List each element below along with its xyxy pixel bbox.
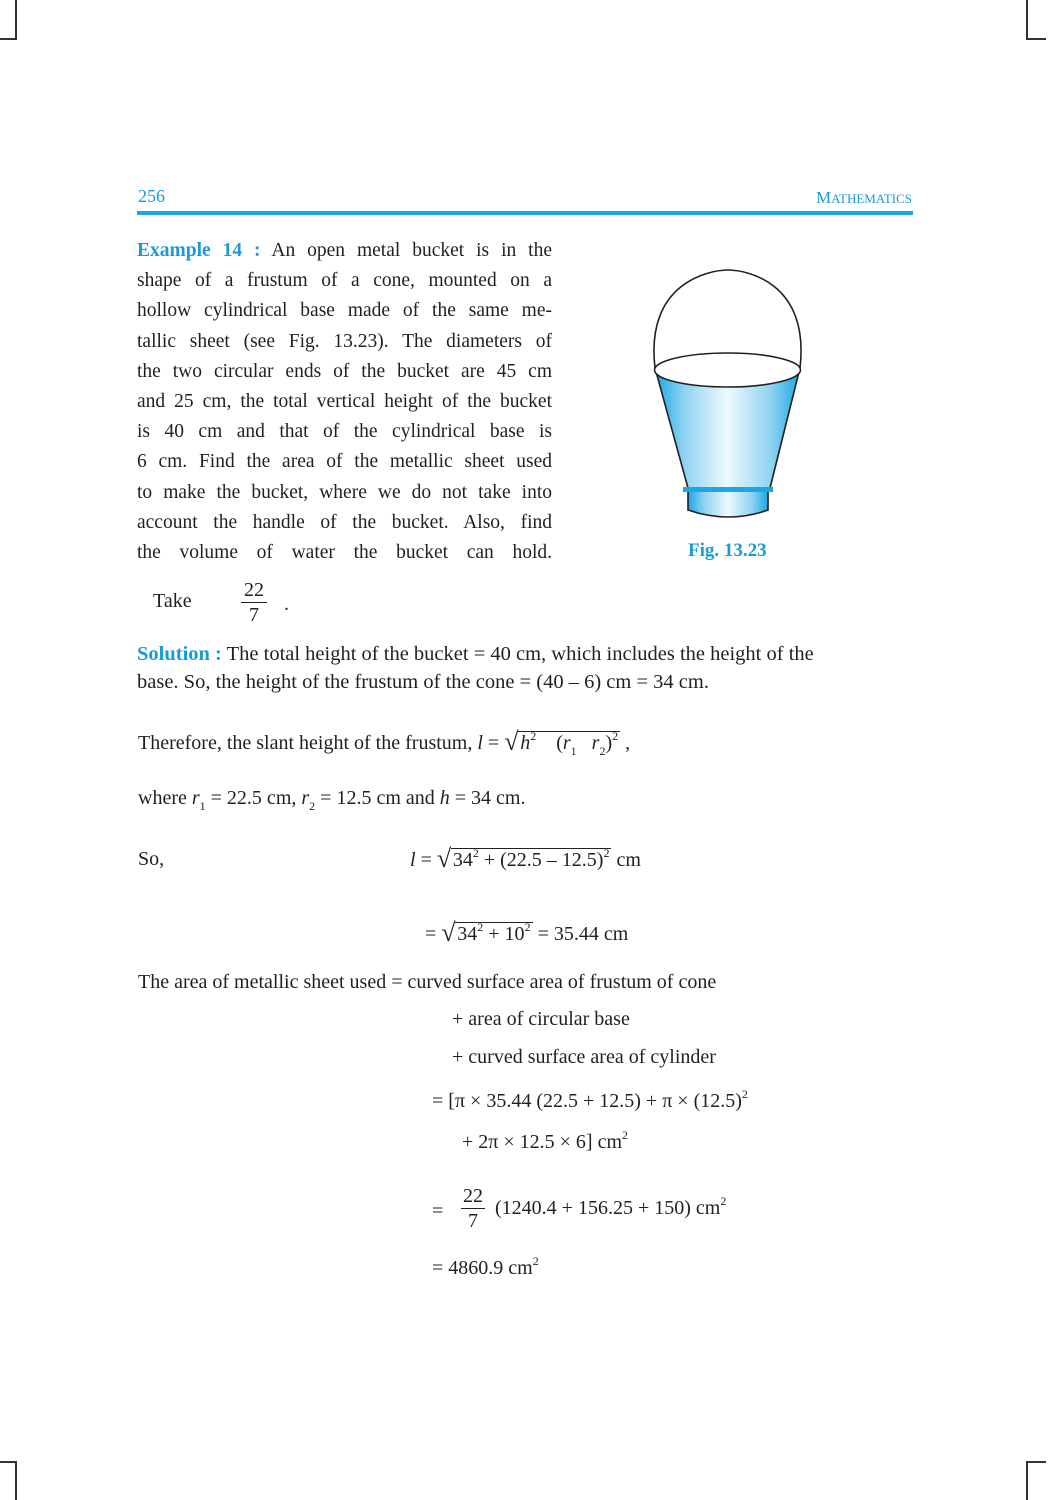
exponent: 2 [472, 846, 479, 860]
solution-line: base. So, the height of the frustum of the cone = (40 – 6) cm = 34 cm. [137, 671, 709, 693]
subscript: 1 [199, 799, 206, 813]
var-h: h [520, 732, 531, 754]
take-fraction [241, 579, 267, 626]
exponent: 2 [524, 920, 531, 934]
exponent: 2 [622, 1128, 629, 1142]
example-line: is 40 cm and that of the cylindrical base is [137, 421, 552, 443]
area-step3-fraction [461, 1185, 485, 1232]
solution-label: Solution : [137, 643, 222, 665]
example-text: An open metal bucket is in the [260, 240, 552, 261]
area-plus-cylinder: + curved surface area of cylinder [452, 1046, 716, 1068]
area-step3 [495, 1194, 727, 1220]
result: = 35.44 cm [532, 923, 629, 945]
exponent: 2 [532, 1254, 539, 1268]
take-period: . [284, 593, 289, 615]
sqrt-expression [436, 844, 612, 873]
area-step2 [462, 1128, 629, 1154]
var-r2: r [591, 732, 600, 754]
sqrt-expression [441, 918, 532, 947]
fraction-denominator: 7 [249, 604, 259, 626]
crop-mark-top-left-horizontal [0, 38, 17, 40]
term: + (22.5 – 12.5) [478, 849, 604, 871]
crop-mark-bottom-right-horizontal [1026, 1461, 1046, 1463]
where-clause [138, 787, 526, 813]
area-step3-eq: = [432, 1200, 444, 1222]
figure-caption: Fig. 13.23 [688, 540, 767, 561]
bucket-figure-icon [640, 262, 840, 532]
example-line: hollow cylindrical base made of the same me- [137, 300, 552, 322]
example-line: account the handle of the bucket. Also, find [137, 511, 552, 533]
crop-mark-bottom-right-vertical [1026, 1461, 1028, 1500]
example-line: shape of a frustum of a cone, mounted on a [137, 270, 552, 292]
running-header-title [816, 188, 912, 208]
r2-value: = 12.5 cm and [315, 787, 440, 809]
var-r1: r [191, 787, 200, 809]
title-initial: M [815, 188, 832, 207]
fraction-numerator: 22 [241, 579, 267, 603]
var-l: l [477, 732, 483, 754]
unit: cm [611, 849, 641, 871]
title-smallcaps: ATHEMATICS [831, 191, 912, 206]
slant-prefix: Therefore, the slant height of the frustum, [138, 732, 478, 754]
term: + 10 [483, 923, 525, 945]
exponent: 2 [720, 1194, 727, 1208]
solution-text: The total height of the bucket = 40 cm, which includes the height of the [221, 643, 814, 665]
var-l: l [410, 849, 416, 871]
radical-icon: √ [436, 844, 452, 873]
example-line: tallic sheet (see Fig. 13.23). The diameters of [137, 330, 552, 352]
fraction-numerator: 22 [463, 1185, 483, 1207]
header-rule [137, 211, 913, 215]
area-result [432, 1254, 539, 1280]
example-paragraph [137, 236, 552, 568]
crop-mark-top-left-vertical [15, 0, 17, 40]
comma: , [620, 732, 631, 754]
slant-height-formula [138, 727, 631, 758]
example-label: Example 14 : [137, 240, 261, 261]
solution-line [137, 640, 913, 668]
crop-mark-top-right-horizontal [1026, 38, 1046, 40]
expression: (1240.4 + 156.25 + 150) cm [495, 1197, 721, 1219]
l-calculation-step1 [410, 844, 641, 873]
term: 34 [457, 923, 478, 945]
example-line: the two circular ends of the bucket are 45 cm [137, 360, 552, 382]
example-line: and 25 cm, the total vertical height of the bucket [137, 391, 552, 413]
example-line: 6 cm. Find the area of the metallic sheet used [137, 451, 552, 473]
exponent: 2 [603, 846, 610, 860]
take-label: Take [153, 590, 192, 612]
result: = 4860.9 cm [432, 1257, 533, 1279]
area-plus-base: + area of circular base [452, 1008, 630, 1030]
var-r2: r [301, 787, 310, 809]
equals: = [425, 923, 437, 945]
equals: = [415, 849, 437, 871]
example-line: to make the bucket, where we do not take into [137, 481, 552, 503]
exponent: 2 [612, 729, 619, 743]
radical-icon: √ [504, 727, 519, 756]
l-calculation-step2 [425, 918, 629, 947]
r1-value: = 22.5 cm, [205, 787, 302, 809]
term: 34 [452, 849, 473, 871]
radical-icon: √ [441, 918, 456, 947]
var-r1: r [562, 732, 571, 754]
var-h: h [439, 787, 450, 809]
solution-paragraph [137, 640, 913, 696]
equals: = [482, 732, 505, 754]
crop-mark-bottom-left-vertical [15, 1461, 17, 1500]
exponent: 2 [477, 920, 484, 934]
subscript: 2 [309, 799, 316, 813]
where-prefix: where [138, 787, 192, 809]
page-number: 256 [138, 186, 165, 206]
crop-mark-top-right-vertical [1026, 0, 1028, 40]
expression: + 2π × 12.5 × 6] cm [462, 1131, 623, 1153]
fraction-denominator: 7 [468, 1210, 478, 1232]
subscript: 2 [599, 744, 606, 758]
exponent: 2 [741, 1087, 748, 1101]
example-line [137, 236, 552, 266]
example-line: the volume of water the bucket can hold. [137, 542, 552, 564]
exponent: 2 [530, 729, 537, 743]
so-label: So, [138, 848, 165, 870]
area-definition: The area of metallic sheet used = curved surface area of frustum of cone [138, 971, 717, 993]
h-value: = 34 cm. [449, 787, 526, 809]
subscript: 1 [570, 744, 577, 758]
area-step1 [432, 1087, 748, 1113]
expression: = [π × 35.44 (22.5 + 12.5) + π × (12.5) [432, 1090, 742, 1112]
sqrt-expression: √ $h^2$ ($r_1$ $r_2)^2$ [504, 727, 619, 758]
